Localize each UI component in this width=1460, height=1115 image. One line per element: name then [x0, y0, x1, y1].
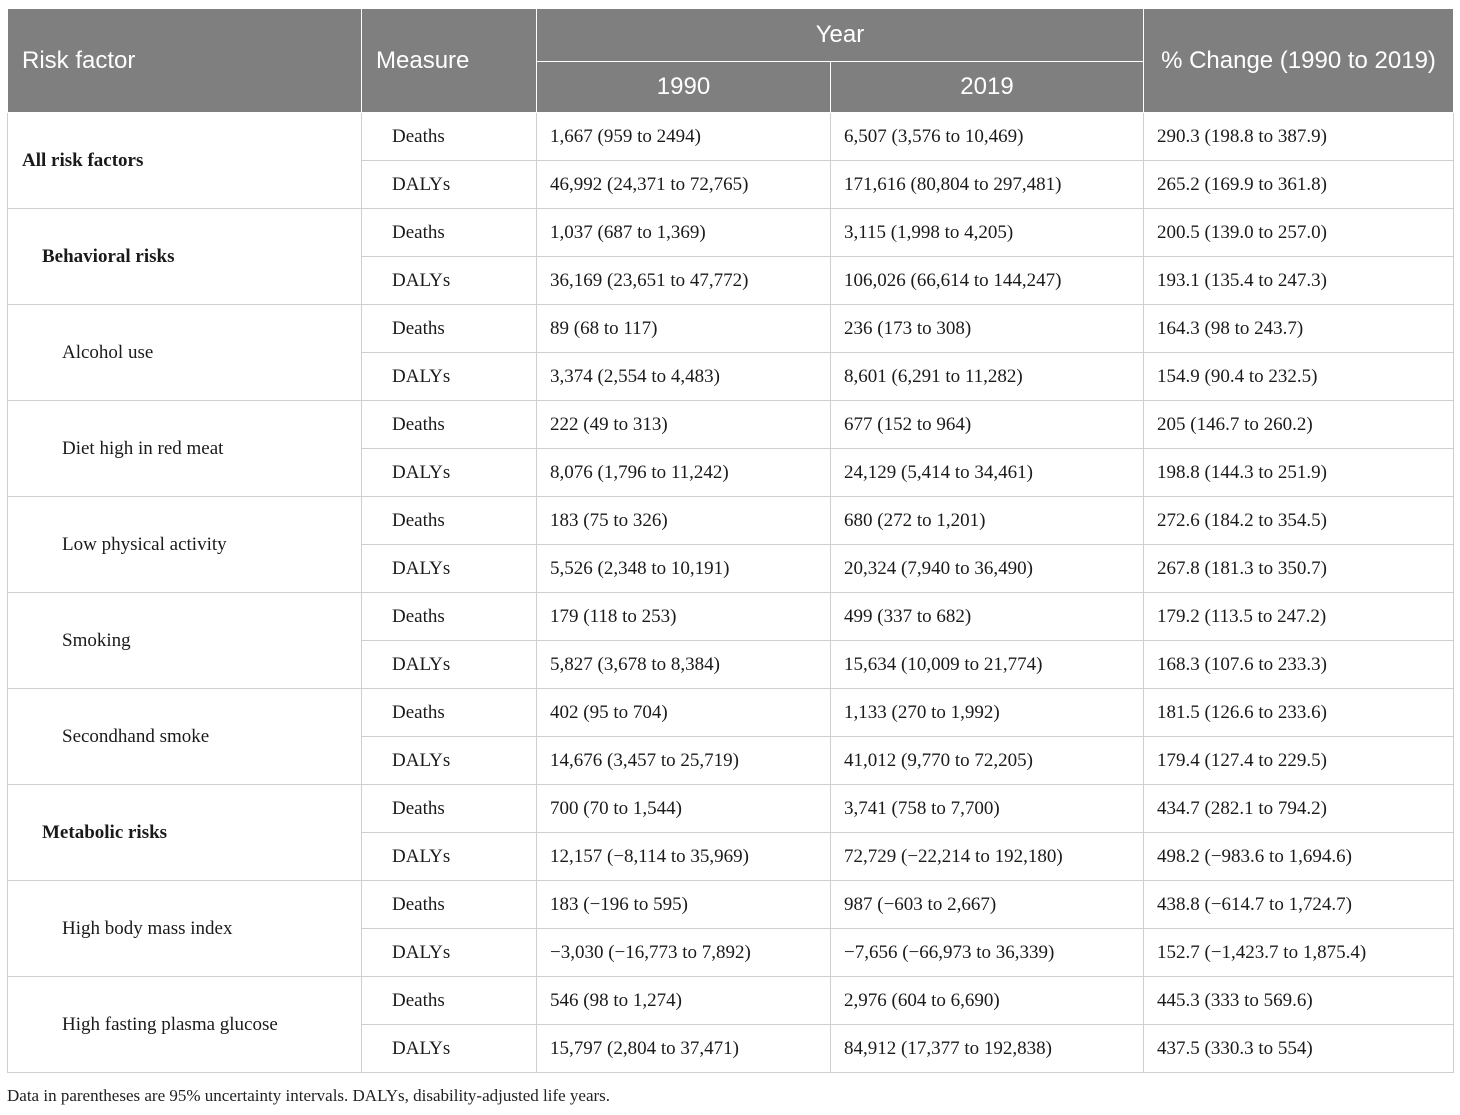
measure-cell: DALYs — [362, 641, 537, 689]
value-2019-cell: 1,133 (270 to 1,992) — [831, 689, 1144, 737]
value-1990-cell: 46,992 (24,371 to 72,765) — [537, 161, 831, 209]
measure-cell: DALYs — [362, 545, 537, 593]
percent-change-cell: 265.2 (169.9 to 361.8) — [1144, 161, 1454, 209]
percent-change-cell: 168.3 (107.6 to 233.3) — [1144, 641, 1454, 689]
risk-factor-cell: Diet high in red meat — [8, 401, 362, 497]
value-1990-cell: 700 (70 to 1,544) — [537, 785, 831, 833]
percent-change-cell: 154.9 (90.4 to 232.5) — [1144, 353, 1454, 401]
table-row — [8, 785, 1454, 833]
value-1990-cell: 1,037 (687 to 1,369) — [537, 209, 831, 257]
value-2019-cell: 8,601 (6,291 to 11,282) — [831, 353, 1144, 401]
percent-change-cell: 267.8 (181.3 to 350.7) — [1144, 545, 1454, 593]
value-1990-cell: 1,667 (959 to 2494) — [537, 113, 831, 161]
percent-change-cell: 179.4 (127.4 to 229.5) — [1144, 737, 1454, 785]
percent-change-cell: 200.5 (139.0 to 257.0) — [1144, 209, 1454, 257]
value-1990-cell: 5,526 (2,348 to 10,191) — [537, 545, 831, 593]
measure-cell: DALYs — [362, 1025, 537, 1073]
table-row — [8, 209, 1454, 257]
value-2019-cell: 171,616 (80,804 to 297,481) — [831, 161, 1144, 209]
header-year: Year — [537, 9, 1144, 62]
table-container — [7, 8, 1453, 1073]
header-year-2019: 2019 — [831, 62, 1144, 113]
percent-change-cell: 438.8 (−614.7 to 1,724.7) — [1144, 881, 1454, 929]
value-2019-cell: 84,912 (17,377 to 192,838) — [831, 1025, 1144, 1073]
value-2019-cell: 3,741 (758 to 7,700) — [831, 785, 1144, 833]
header-year-1990: 1990 — [537, 62, 831, 113]
value-2019-cell: 41,012 (9,770 to 72,205) — [831, 737, 1144, 785]
measure-cell: DALYs — [362, 929, 537, 977]
table-row — [8, 977, 1454, 1025]
table-row — [8, 113, 1454, 161]
measure-cell: DALYs — [362, 353, 537, 401]
table-footnote: Data in parentheses are 95% uncertainty intervals. DALYs, disability-adjusted life years. — [7, 1086, 611, 1105]
risk-factor-cell: High fasting plasma glucose — [8, 977, 362, 1073]
risk-factor-cell: Secondhand smoke — [8, 689, 362, 785]
table-row — [8, 305, 1454, 353]
risk-factor-cell: Smoking — [8, 593, 362, 689]
percent-change-cell: 164.3 (98 to 243.7) — [1144, 305, 1454, 353]
table-row — [8, 593, 1454, 641]
measure-cell: Deaths — [362, 209, 537, 257]
percent-change-cell: 205 (146.7 to 260.2) — [1144, 401, 1454, 449]
value-1990-cell: 15,797 (2,804 to 37,471) — [537, 1025, 831, 1073]
measure-cell: Deaths — [362, 113, 537, 161]
percent-change-cell: 434.7 (282.1 to 794.2) — [1144, 785, 1454, 833]
percent-change-cell: 193.1 (135.4 to 247.3) — [1144, 257, 1454, 305]
measure-cell: DALYs — [362, 833, 537, 881]
value-1990-cell: 222 (49 to 313) — [537, 401, 831, 449]
table-row — [8, 881, 1454, 929]
measure-cell: Deaths — [362, 689, 537, 737]
value-2019-cell: 6,507 (3,576 to 10,469) — [831, 113, 1144, 161]
percent-change-cell: 179.2 (113.5 to 247.2) — [1144, 593, 1454, 641]
value-1990-cell: 183 (75 to 326) — [537, 497, 831, 545]
value-2019-cell: 499 (337 to 682) — [831, 593, 1144, 641]
measure-cell: Deaths — [362, 881, 537, 929]
value-1990-cell: 546 (98 to 1,274) — [537, 977, 831, 1025]
table-row — [8, 689, 1454, 737]
risk-factor-cell: All risk factors — [8, 113, 362, 209]
value-2019-cell: 677 (152 to 964) — [831, 401, 1144, 449]
measure-cell: DALYs — [362, 257, 537, 305]
table-body — [8, 113, 1454, 1073]
percent-change-cell: 181.5 (126.6 to 233.6) — [1144, 689, 1454, 737]
percent-change-cell: 272.6 (184.2 to 354.5) — [1144, 497, 1454, 545]
value-1990-cell: 3,374 (2,554 to 4,483) — [537, 353, 831, 401]
risk-factor-cell: Behavioral risks — [8, 209, 362, 305]
percent-change-cell: 290.3 (198.8 to 387.9) — [1144, 113, 1454, 161]
header-risk-factor: Risk factor — [8, 9, 362, 113]
risk-factor-cell: Metabolic risks — [8, 785, 362, 881]
value-2019-cell: 15,634 (10,009 to 21,774) — [831, 641, 1144, 689]
value-1990-cell: 36,169 (23,651 to 47,772) — [537, 257, 831, 305]
percent-change-cell: 445.3 (333 to 569.6) — [1144, 977, 1454, 1025]
value-2019-cell: 987 (−603 to 2,667) — [831, 881, 1144, 929]
percent-change-cell: 437.5 (330.3 to 554) — [1144, 1025, 1454, 1073]
value-2019-cell: 72,729 (−22,214 to 192,180) — [831, 833, 1144, 881]
value-1990-cell: 5,827 (3,678 to 8,384) — [537, 641, 831, 689]
value-2019-cell: 3,115 (1,998 to 4,205) — [831, 209, 1144, 257]
header-measure: Measure — [362, 9, 537, 113]
measure-cell: Deaths — [362, 305, 537, 353]
value-1990-cell: 8,076 (1,796 to 11,242) — [537, 449, 831, 497]
measure-cell: DALYs — [362, 737, 537, 785]
risk-factor-cell: High body mass index — [8, 881, 362, 977]
risk-factor-cell: Alcohol use — [8, 305, 362, 401]
table-header — [8, 9, 1454, 113]
value-2019-cell: 680 (272 to 1,201) — [831, 497, 1144, 545]
percent-change-cell: 198.8 (144.3 to 251.9) — [1144, 449, 1454, 497]
measure-cell: Deaths — [362, 497, 537, 545]
measure-cell: Deaths — [362, 977, 537, 1025]
value-1990-cell: 14,676 (3,457 to 25,719) — [537, 737, 831, 785]
value-2019-cell: 20,324 (7,940 to 36,490) — [831, 545, 1144, 593]
value-2019-cell: 236 (173 to 308) — [831, 305, 1144, 353]
risk-factor-cell: Low physical activity — [8, 497, 362, 593]
measure-cell: Deaths — [362, 401, 537, 449]
value-1990-cell: 179 (118 to 253) — [537, 593, 831, 641]
risk-factor-table — [7, 8, 1454, 1073]
table-row — [8, 497, 1454, 545]
measure-cell: Deaths — [362, 785, 537, 833]
table-row — [8, 401, 1454, 449]
percent-change-cell: 152.7 (−1,423.7 to 1,875.4) — [1144, 929, 1454, 977]
value-2019-cell: 2,976 (604 to 6,690) — [831, 977, 1144, 1025]
percent-change-cell: 498.2 (−983.6 to 1,694.6) — [1144, 833, 1454, 881]
measure-cell: DALYs — [362, 161, 537, 209]
measure-cell: DALYs — [362, 449, 537, 497]
value-2019-cell: −7,656 (−66,973 to 36,339) — [831, 929, 1144, 977]
value-1990-cell: 402 (95 to 704) — [537, 689, 831, 737]
header-percent-change: % Change (1990 to 2019) — [1144, 9, 1454, 113]
value-2019-cell: 106,026 (66,614 to 144,247) — [831, 257, 1144, 305]
value-1990-cell: −3,030 (−16,773 to 7,892) — [537, 929, 831, 977]
value-2019-cell: 24,129 (5,414 to 34,461) — [831, 449, 1144, 497]
value-1990-cell: 89 (68 to 117) — [537, 305, 831, 353]
measure-cell: Deaths — [362, 593, 537, 641]
value-1990-cell: 183 (−196 to 595) — [537, 881, 831, 929]
value-1990-cell: 12,157 (−8,114 to 35,969) — [537, 833, 831, 881]
